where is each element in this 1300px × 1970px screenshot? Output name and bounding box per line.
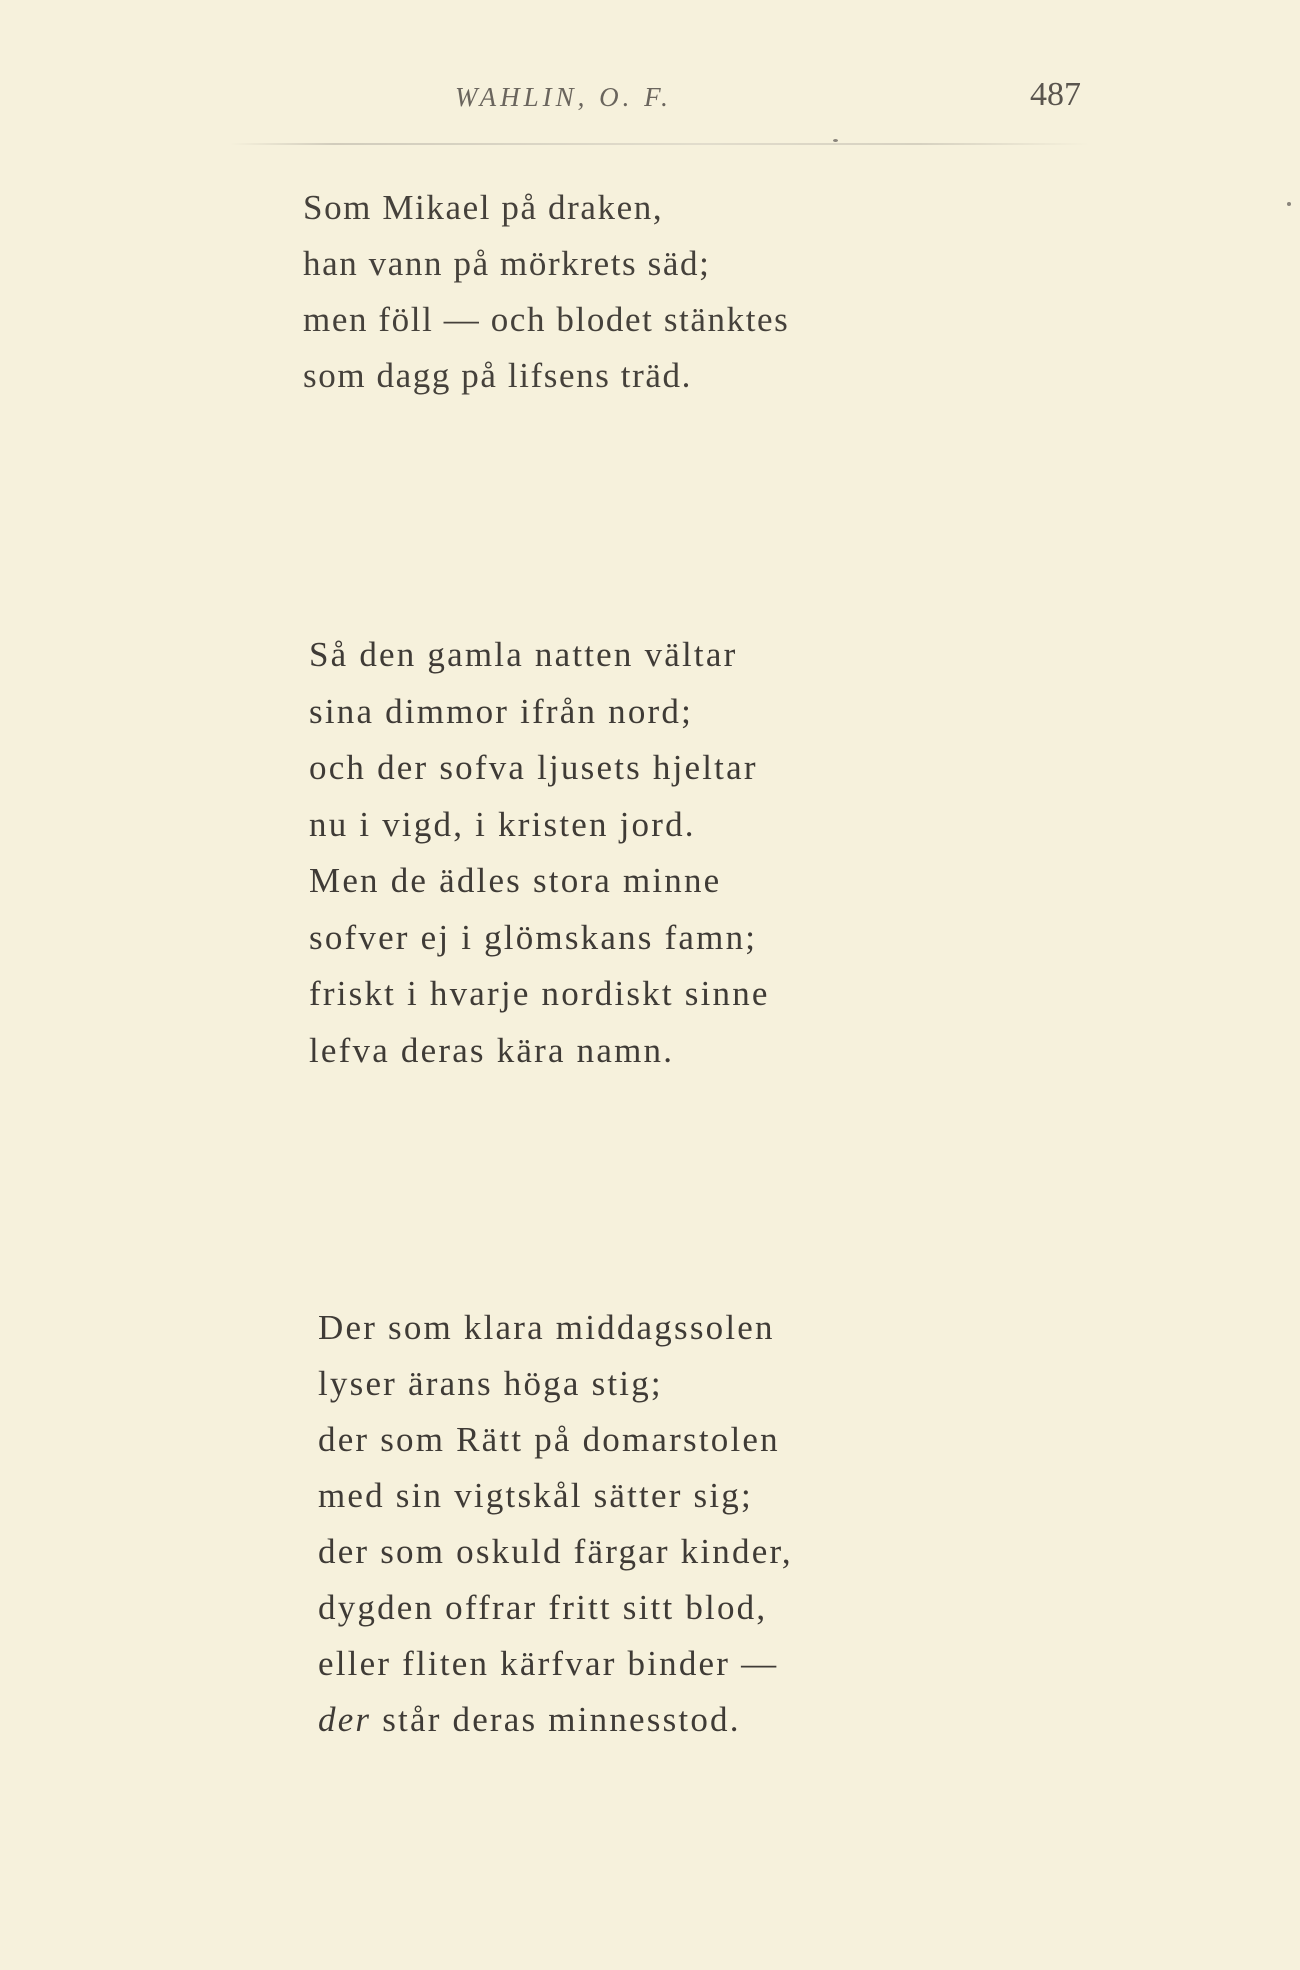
header-rule [230,143,1090,145]
page-number: 487 [1030,76,1081,113]
poem-stanza-3 [318,1300,793,1748]
poem-line: Der som klara middagssolen [318,1308,775,1347]
poem-line: lefva deras kära namn. [309,1030,675,1070]
paper-speck [833,139,838,142]
running-head: WAHLIN, O. F. [455,82,672,112]
poem-line: eller fliten kärfvar binder — [318,1644,779,1683]
poem-line: sina dimmor ifrån nord; [309,691,694,731]
poem-line: men föll — och blodet stänktes [303,300,790,339]
poem-line: der som oskuld färgar kinder, [318,1532,793,1571]
poem-line: och der sofva ljusets hjeltar [309,748,758,787]
poem-line: der som Rätt på domarstolen [318,1420,780,1459]
poem-stanza-2 [309,627,770,1079]
emphasized-word: der [318,1700,372,1739]
poem-line: med sin vigtskål sätter sig; [318,1476,753,1515]
poem-line: Men de ädles stora minne [309,861,722,900]
poem-line: lyser ärans höga stig; [318,1364,663,1403]
poem-line: han vann på mörkrets säd; [303,244,711,283]
poem-line: nu i vigd, i kristen jord. [309,804,696,844]
paper-speck [1287,202,1291,206]
poem-line: sofver ej i glömskans famn; [309,917,758,957]
poem-line: friskt i hvarje nordiskt sinne [309,974,770,1013]
last-line-rest: står deras minnesstod. [371,1700,741,1739]
poem-line: Så den gamla natten vältar [309,635,738,674]
poem-stanza-1 [303,180,789,404]
poem-last-line [318,1692,793,1748]
poem-line: dygden offrar fritt sitt blod, [318,1588,768,1627]
poem-line: Som Mikael på draken, [303,188,664,227]
poem-line: som dagg på lifsens träd. [303,356,692,395]
